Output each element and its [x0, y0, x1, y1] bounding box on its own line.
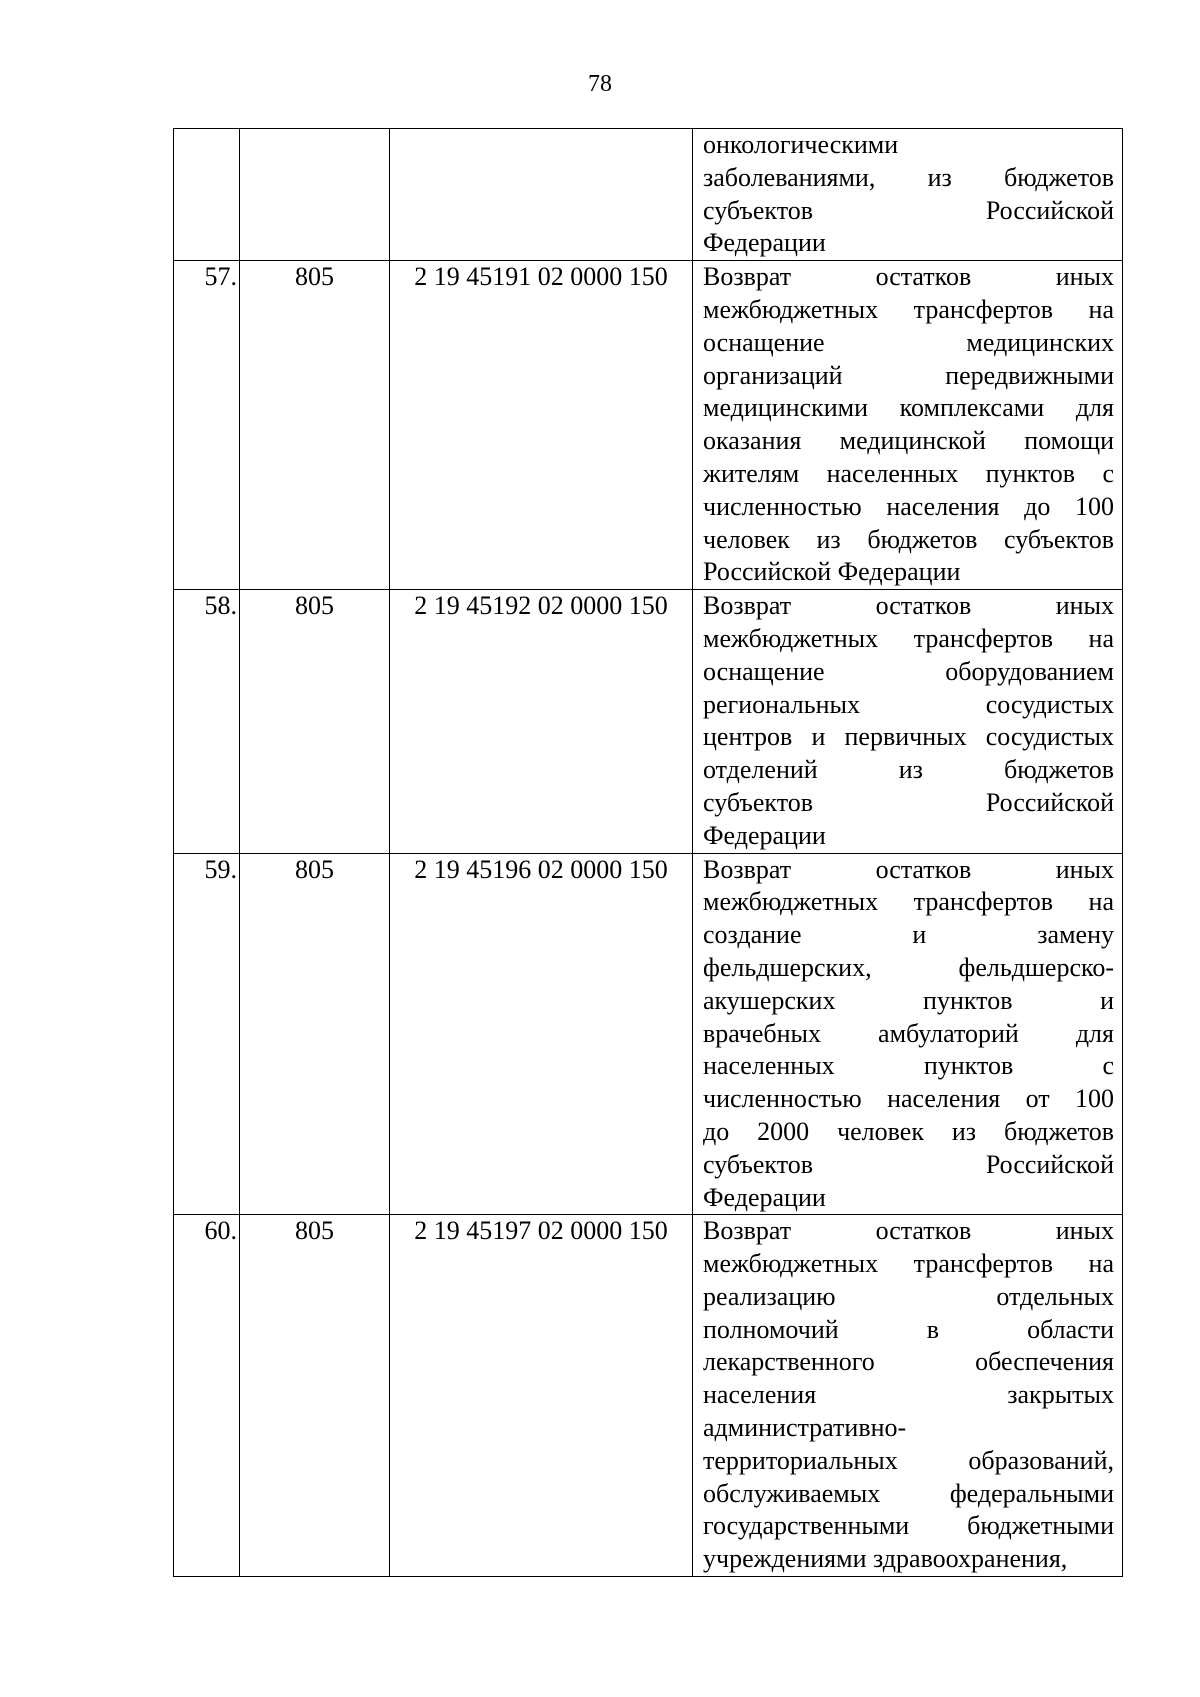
description-line: региональных сосудистых: [703, 689, 1114, 719]
description-line: Федерации: [703, 820, 826, 850]
table-row: [174, 590, 1123, 853]
description-line: территориальных образований,: [703, 1445, 1114, 1475]
administrator-code: 805: [240, 853, 390, 1215]
row-number: 57.: [174, 261, 240, 590]
description-line: врачебных амбулаторий для: [703, 1018, 1114, 1048]
description-line: центров и первичных сосудистых: [703, 722, 1114, 752]
administrator-code: 805: [240, 590, 390, 853]
income-description: [693, 129, 1123, 261]
description-line: Российской Федерации: [703, 557, 961, 587]
description-line: межбюджетных трансфертов на: [703, 294, 1114, 324]
table-row: [174, 261, 1123, 590]
description-line: субъектов Российской: [703, 787, 1114, 817]
description-line: Возврат остатков иных: [703, 1216, 1114, 1246]
description-line: жителям населенных пунктов с: [703, 458, 1114, 488]
description-line: онкологическими: [703, 130, 899, 159]
table-body: [174, 129, 1123, 1577]
description-line: субъектов Российской: [703, 195, 1114, 225]
description-line: учреждениями здравоохранения,: [703, 1544, 1068, 1574]
budget-classification-code: [390, 129, 693, 261]
description-line: Возврат остатков иных: [703, 854, 1114, 884]
description-line: заболеваниями, из бюджетов: [703, 162, 1114, 192]
row-number: 60.: [174, 1215, 240, 1577]
row-number: 59.: [174, 853, 240, 1215]
description-line: межбюджетных трансфертов на: [703, 887, 1114, 917]
description-line: субъектов Российской: [703, 1149, 1114, 1179]
page-number: 78: [588, 71, 612, 97]
description-line: оснащение медицинских: [703, 327, 1114, 357]
budget-classification-code: 2 19 45192 02 0000 150: [390, 590, 693, 853]
budget-classification-code: 2 19 45191 02 0000 150: [390, 261, 693, 590]
income-description: [693, 261, 1123, 590]
description-line: создание и замену: [703, 920, 1114, 950]
income-description: [693, 590, 1123, 853]
description-line: численностью населения от 100: [703, 1084, 1114, 1114]
description-line: акушерских пунктов и: [703, 985, 1114, 1015]
administrator-code: 805: [240, 261, 390, 590]
description-line: реализацию отдельных: [703, 1281, 1114, 1311]
description-line: фельдшерских, фельдшерско-: [703, 952, 1114, 982]
budget-classification-code: 2 19 45196 02 0000 150: [390, 853, 693, 1215]
description-line: межбюджетных трансфертов на: [703, 623, 1114, 653]
description-line: Возврат остатков иных: [703, 591, 1114, 621]
description-line: лекарственного обеспечения: [703, 1347, 1114, 1377]
table-row: [174, 1215, 1123, 1577]
description-line: населенных пунктов с: [703, 1051, 1114, 1081]
description-line: межбюджетных трансфертов на: [703, 1249, 1114, 1279]
description-line: медицинскими комплексами для: [703, 393, 1114, 423]
description-line: обслуживаемых федеральными: [703, 1478, 1114, 1508]
description-line: человек из бюджетов субъектов: [703, 524, 1114, 554]
description-line: Возврат остатков иных: [703, 262, 1114, 292]
description-line: Федерации: [703, 228, 826, 258]
table-row: [174, 853, 1123, 1215]
description-line: численностью населения до 100: [703, 491, 1114, 521]
description-line: населения закрытых: [703, 1380, 1114, 1410]
row-number: [174, 129, 240, 261]
description-line: организаций передвижными: [703, 360, 1114, 390]
income-description: [693, 1215, 1123, 1577]
description-line: административно-: [703, 1413, 907, 1443]
description-line: оснащение оборудованием: [703, 656, 1114, 686]
description-line: полномочий в области: [703, 1314, 1114, 1344]
row-number: 58.: [174, 590, 240, 853]
table-row: [174, 129, 1123, 261]
description-line: до 2000 человек из бюджетов: [703, 1116, 1114, 1146]
income-description: [693, 853, 1123, 1215]
description-line: государственными бюджетными: [703, 1511, 1114, 1541]
description-line: оказания медицинской помощи: [703, 426, 1114, 456]
budget-codes-table: [173, 128, 1123, 1577]
budget-classification-code: 2 19 45197 02 0000 150: [390, 1215, 693, 1577]
administrator-code: 805: [240, 1215, 390, 1577]
description-line: Федерации: [703, 1182, 826, 1212]
description-line: отделений из бюджетов: [703, 755, 1114, 785]
administrator-code: [240, 129, 390, 261]
